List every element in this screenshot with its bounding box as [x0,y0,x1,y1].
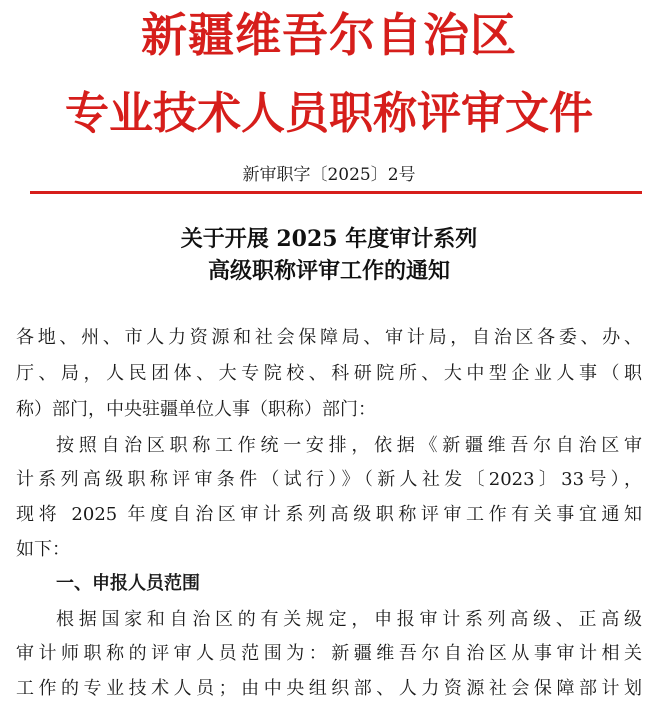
paragraph-line: 计系列高级职称评审条件（试行）》（新人社发〔2023〕33号）， [16,469,642,490]
paragraph-line: 工作的专业技术人员；由中央组织部、人力资源社会保障部计划 [16,678,642,699]
salutation-line: 厅、局，人民团体、大专院校、科研院所、大中型企业人事（职 [16,363,642,384]
paragraph-line: 根据国家和自治区的有关规定，申报审计系列高级、正高级 [56,609,642,630]
header-red-rule [30,191,642,194]
document-number: 新审职字〔2025〕2号 [242,165,416,185]
notice-title-line2: 高级职称评审工作的通知 [207,258,450,284]
paragraph-line: 如下： [16,539,70,560]
salutation-line: 称）部门，中央驻疆单位人事（职称）部门： [16,399,376,420]
paragraph-line: 按照自治区职称工作统一安排，依据《新疆维吾尔自治区审 [56,435,642,456]
document-header-region: 新疆维吾尔自治区 [141,8,517,62]
document-header-type: 专业技术人员职称评审文件 [65,88,593,139]
paragraph-line: 审计师职称的评审人员范围为：新疆维吾尔自治区从事审计相关 [16,643,642,664]
paragraph-line: 现将 2025 年度自治区审计系列高级职称评审工作有关事宜通知 [16,504,642,525]
salutation-line: 各地、州、市人力资源和社会保障局、审计局，自治区各委、办、 [16,327,642,348]
section-heading: 一、申报人员范围 [56,573,200,594]
notice-title-line1: 关于开展 2025 年度审计系列 [180,226,478,252]
